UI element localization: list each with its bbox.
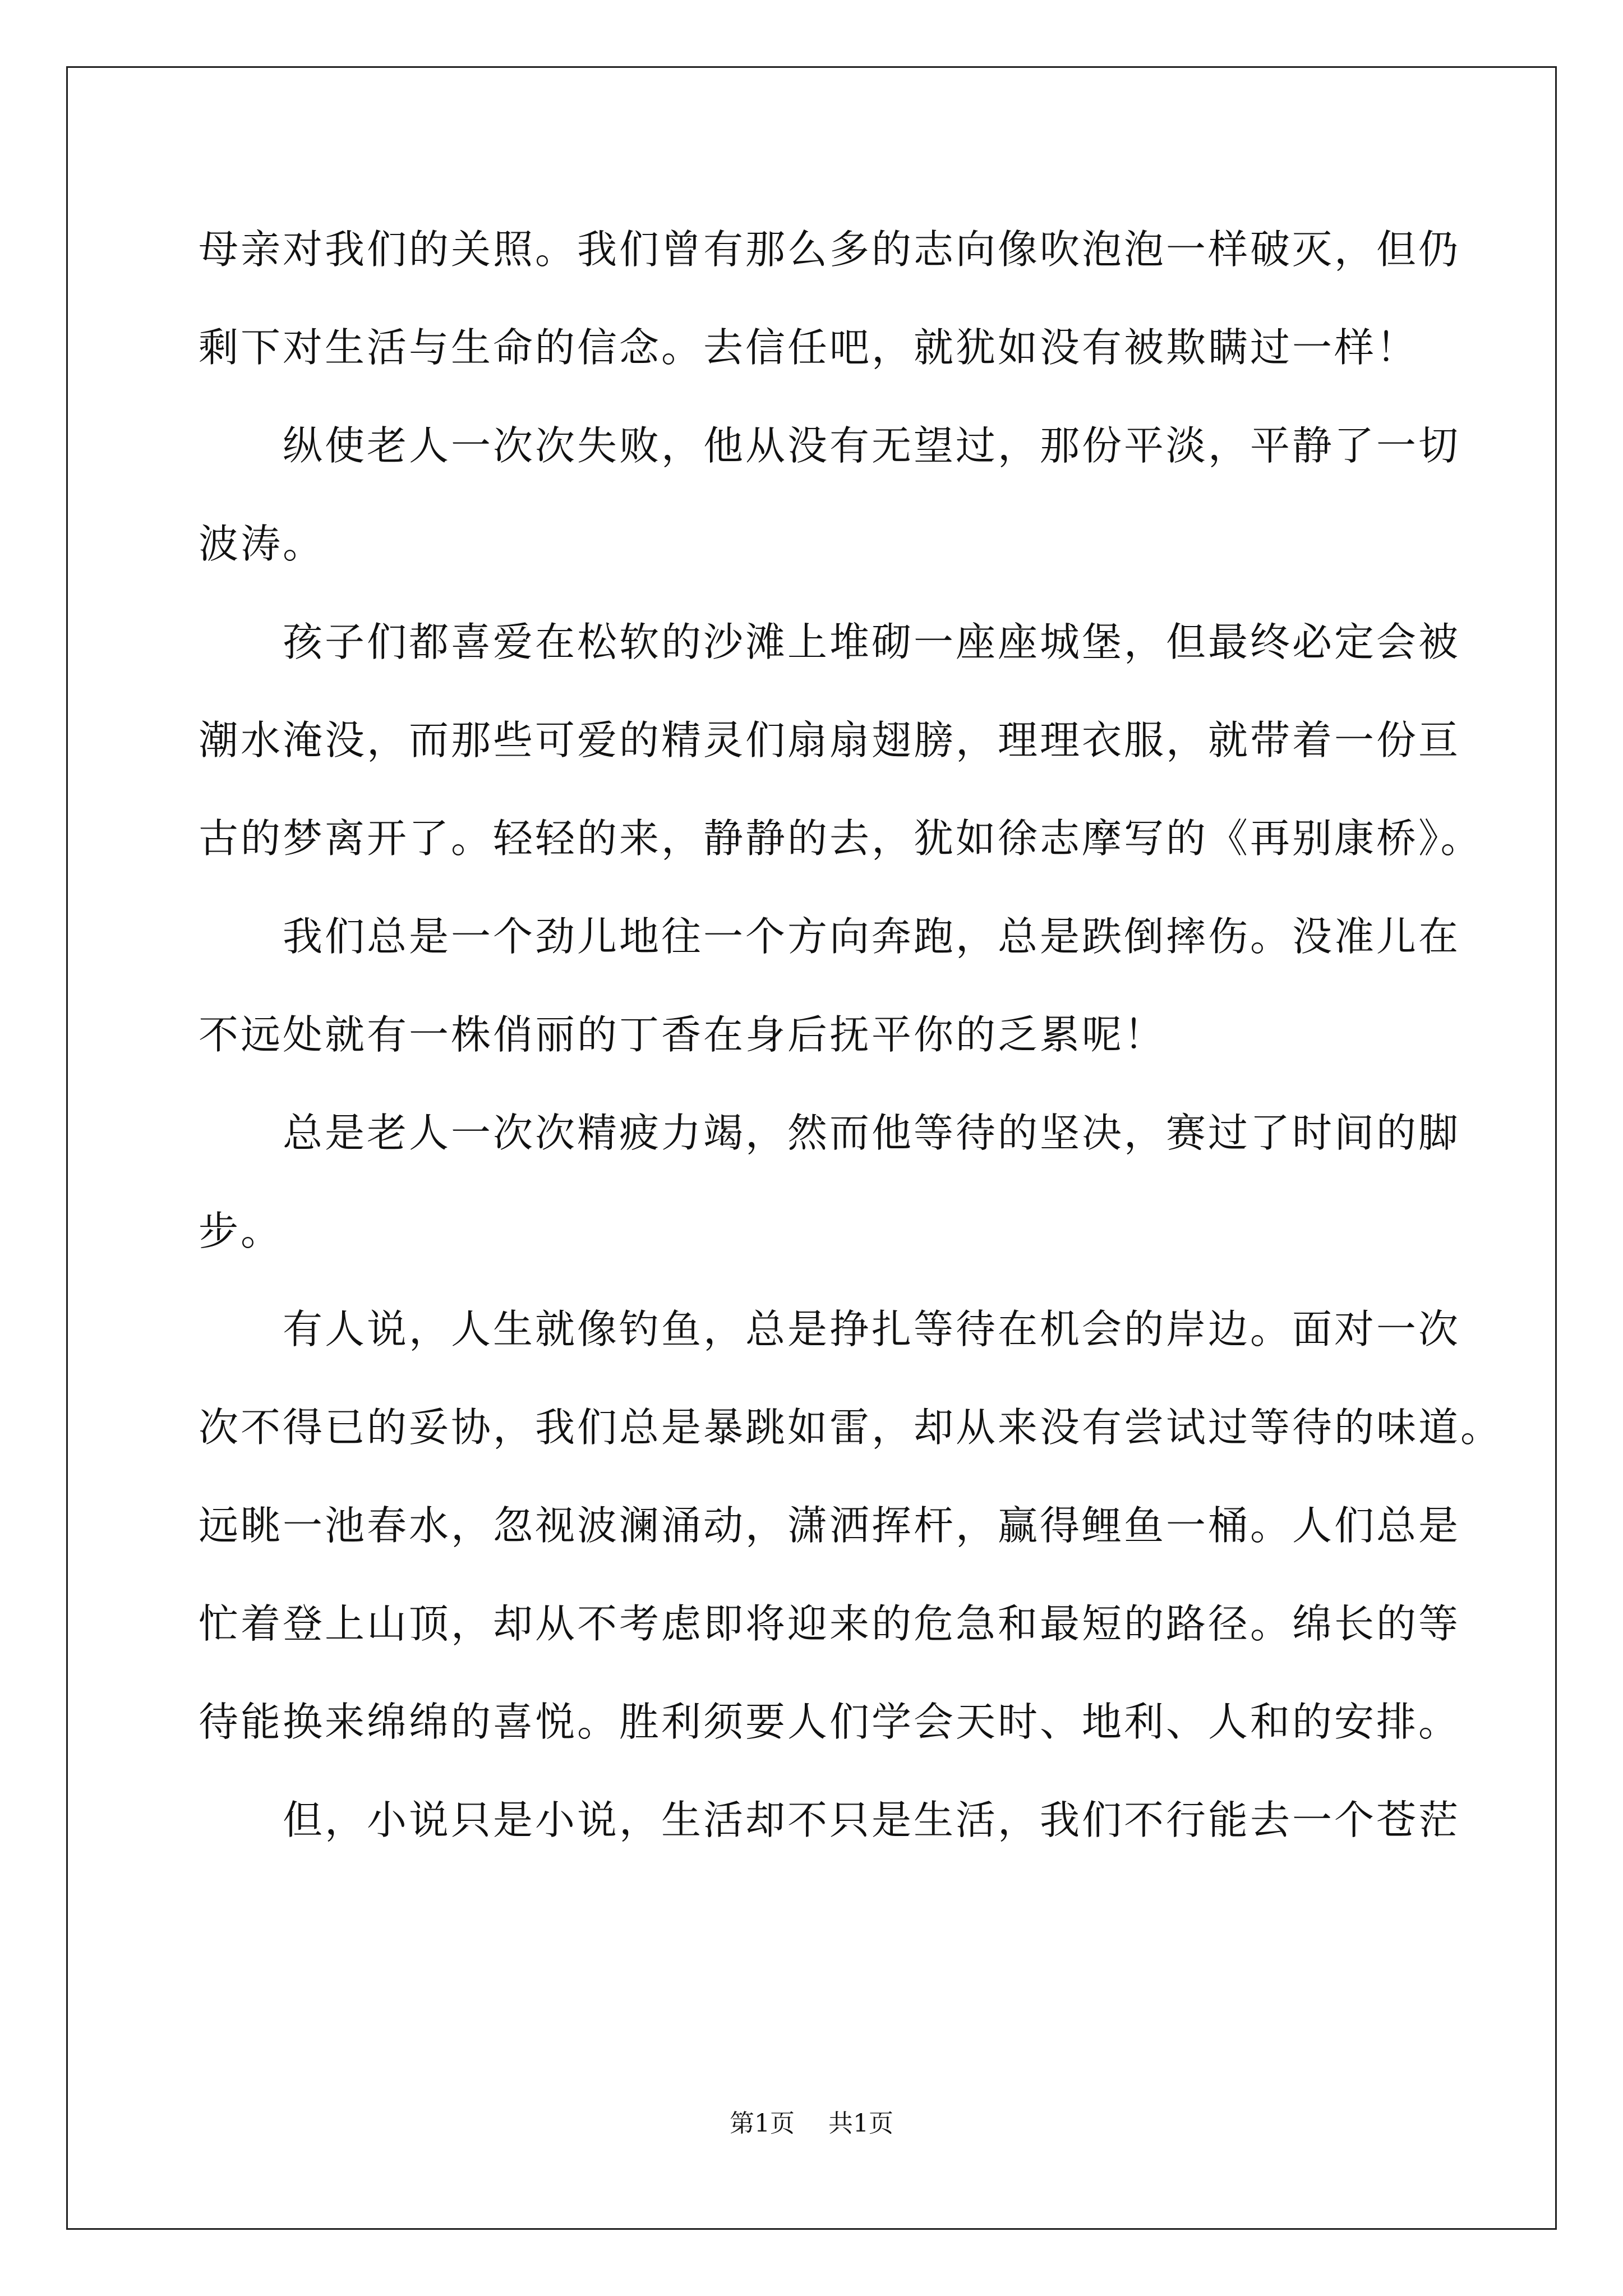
text-line-13: 次不得已的妥协，我们总是暴跳如雷，却从来没有尝试过等待的味道。 (199, 1404, 1503, 1451)
text-line-1: 母亲对我们的关照。我们曾有那么多的志向像吹泡泡一样破灭，但仍 (199, 226, 1461, 273)
page-number: 第1页 (730, 2109, 795, 2138)
text-line-16: 待能换来绵绵的喜悦。胜利须要人们学会天时、地利、人和的安排。 (199, 1699, 1461, 1745)
text-line-11: 步。 (199, 1208, 283, 1254)
text-line-5: 孩子们都喜爱在松软的沙滩上堆砌一座座城堡，但最终必定会被 (283, 619, 1461, 665)
text-line-14: 远眺一池春水，忽视波澜涌动，潇洒挥杆，赢得鲤鱼一桶。人们总是 (199, 1502, 1461, 1549)
text-line-2: 剩下对生活与生命的信念。去信任吧，就犹如没有被欺瞒过一样！ (199, 324, 1419, 371)
text-line-10: 总是老人一次次精疲力竭，然而他等待的坚决，赛过了时间的脚 (283, 1110, 1461, 1156)
text-line-17: 但，小说只是小说，生活却不只是生活，我们不行能去一个苍茫 (283, 1797, 1461, 1843)
text-line-15: 忙着登上山顶，却从不考虑即将迎来的危急和最短的路径。绵长的等 (199, 1600, 1461, 1647)
page-footer (0, 2108, 1623, 2139)
text-line-3: 纵使老人一次次失败，他从没有无望过，那份平淡，平静了一切 (283, 422, 1461, 469)
page-total: 共1页 (828, 2109, 893, 2138)
text-line-9: 不远处就有一株俏丽的丁香在身后抚平你的乏累呢！ (199, 1011, 1166, 1058)
document-body (199, 222, 1503, 1890)
text-line-7: 古的梦离开了。轻轻的来，静静的去，犹如徐志摩写的《再别康桥》。 (199, 815, 1483, 862)
text-line-4: 波涛。 (199, 521, 325, 567)
text-line-12: 有人说，人生就像钓鱼，总是挣扎等待在机会的岸边。面对一次 (283, 1306, 1461, 1352)
text-line-6: 潮水淹没，而那些可爱的精灵们扇扇翅膀，理理衣服，就带着一份亘 (199, 717, 1461, 763)
text-line-8: 我们总是一个劲儿地往一个方向奔跑，总是跌倒摔伤。没准儿在 (283, 913, 1461, 960)
